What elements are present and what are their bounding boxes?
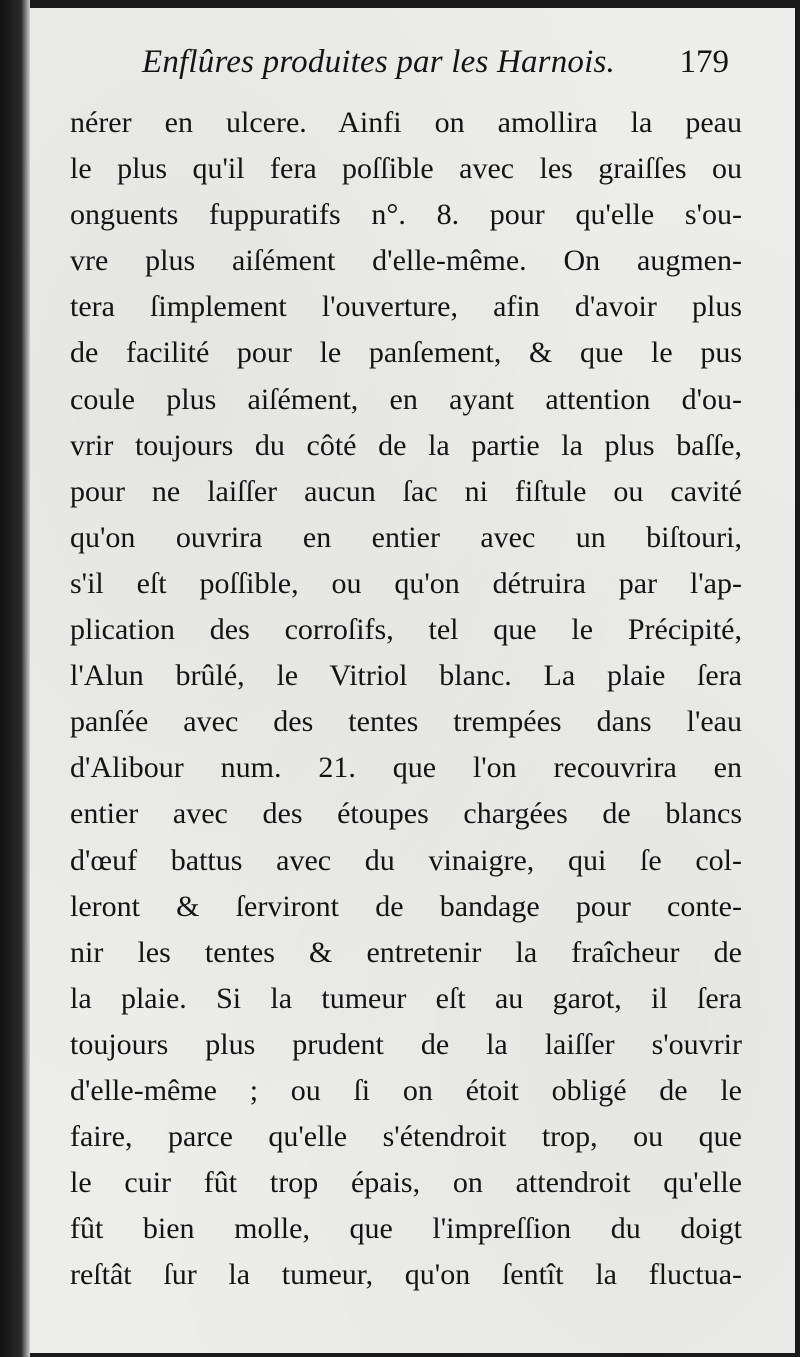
text-line: d'Alibour num. 21. que l'on recouvrira en bbox=[70, 751, 742, 785]
text-line: reſtât ſur la tumeur, qu'on ſentît la fluctua- bbox=[70, 1258, 742, 1292]
running-head bbox=[142, 38, 737, 98]
text-line: coule plus aiſément, en ayant attention d'ou- bbox=[70, 382, 742, 416]
text-line: entier avec des étoupes chargées de blancs bbox=[70, 797, 742, 831]
text-line: d'œuf battus avec du vinaigre, qui ſe col- bbox=[70, 843, 742, 877]
text-line: onguents fuppuratifs n°. 8. pour qu'elle s'ou- bbox=[70, 198, 742, 232]
text-line: nérer en ulcere. Ainfi on amollira la peau bbox=[70, 106, 742, 139]
body-text bbox=[70, 100, 742, 1298]
text-line: panſée avec des tentes trempées dans l'eau bbox=[70, 705, 742, 739]
text-line: vre plus aiſément d'elle-même. On augmen- bbox=[70, 244, 742, 278]
text-line: vrir toujours du côté de la partie la plus baſſe, bbox=[70, 428, 742, 462]
page-edge bbox=[0, 0, 30, 1357]
text-line: le plus qu'il fera poſſible avec les graiſſes ou bbox=[70, 152, 742, 186]
running-title: Enflûres produites par les Harnois. bbox=[142, 44, 615, 80]
text-line: la plaie. Si la tumeur eſt au garot, il ſera bbox=[70, 981, 742, 1015]
text-line: faire, parce qu'elle s'étendroit trop, ou que bbox=[70, 1120, 742, 1154]
text-line: pour ne laiſſer aucun ſac ni fiſtule ou cavité bbox=[70, 474, 742, 508]
text-line: d'elle-même ; ou ſi on étoit obligé de le bbox=[70, 1073, 742, 1107]
text-line: qu'on ouvrira en entier avec un biſtouri, bbox=[70, 520, 742, 554]
text-line: nir les tentes & entretenir la fraîcheur de bbox=[70, 935, 742, 969]
text-line: leront & ſerviront de bandage pour conte- bbox=[70, 889, 742, 923]
text-line: fût bien molle, que l'impreſſion du doigt bbox=[70, 1212, 742, 1246]
text-line: s'il eſt poſſible, ou qu'on détruira par l'ap- bbox=[70, 566, 742, 600]
page-number: 179 bbox=[679, 44, 729, 80]
text-line: toujours plus prudent de la laiſſer s'ouvrir bbox=[70, 1027, 742, 1061]
text-line: tera ſimplement l'ouverture, afin d'avoir plus bbox=[70, 290, 742, 324]
text-line: plication des corroſifs, tel que le Précipité, bbox=[70, 613, 742, 647]
text-line: le cuir fût trop épais, on attendroit qu'elle bbox=[70, 1166, 742, 1200]
text-line: de facilité pour le panſement, & que le pus bbox=[70, 336, 742, 370]
book-page bbox=[30, 8, 795, 1353]
text-line: l'Alun brûlé, le Vitriol blanc. La plaie ſera bbox=[70, 659, 742, 693]
